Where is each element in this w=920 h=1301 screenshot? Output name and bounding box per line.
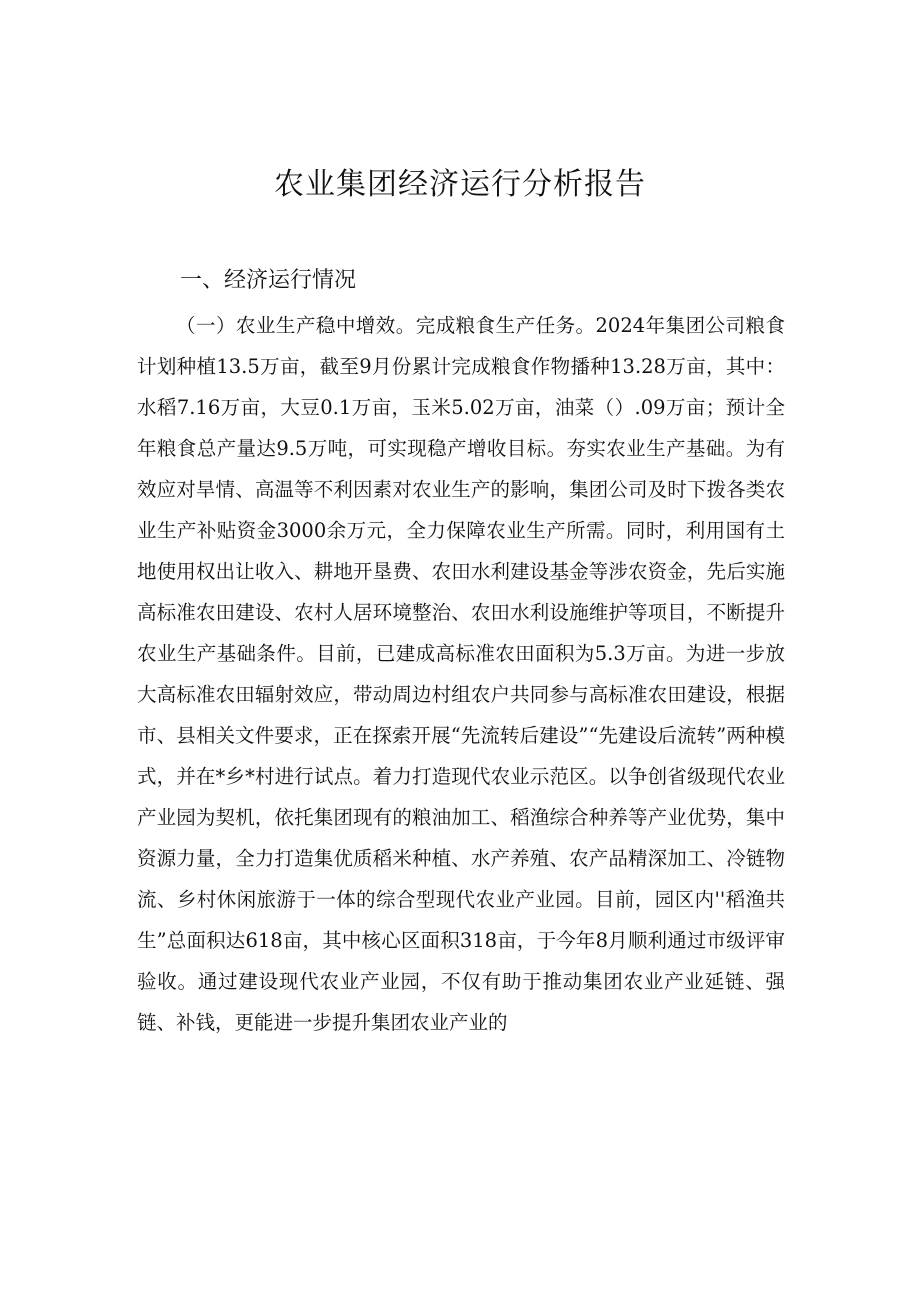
section-heading: 一、经济运行情况 — [180, 268, 357, 293]
page-title: 农业集团经济运行分析报告 — [274, 167, 646, 202]
body-paragraph: （一）农业生产稳中增效。完成粮食生产任务。2024年集团公司粮食计划种植13.5万亩，截至9月份累计完成粮食作物播种13.28万亩，其中：水稻7.16万亩，大豆0.1万亩，玉米5.02万亩，油菜（）.09万亩；预计全年粮食总产量达9.5万吨，可实现稳产增收目标。夯实农业生产基础。为有效应对旱情、高温等不利因素对农业生产的影响，集团公司及时下拨各类农业生产补贴资金3000余万元，全力保障农业生产所需。同时，利用国有土地使用权出让收入、耕地开垦费、农田水利建设基金等涉农资金，先后实施高标准农田建设、农村人居环境整治、农田水利设施维护等项目，不断提升农业生产基础条件。目前，已建成高标准农田面积为5.3万亩。为进一步放大高标准农田辐射效应，带动周边村组农户共同参与高标准农田建设，根据市、县相关文件要求，正在探索开展“先流转后建设”“先建设后流转”两种模式，并在*乡*村进行试点。着力打造现代农业示范区。以争创省级现代农业产业园为契机，依托集团现有的粮油加工、稻渔综合种养等产业优势，集中资源力量，全力打造集优质稻米种植、水产养殖、农产品精深加工、冷链物流、乡村休闲旅游于一体的综合型现代农业产业园。目前，园区内''稻渔共生”总面积达618亩，其中核心区面积318亩，于今年8月顺利通过市级评审验收。通过建设现代农业产业园，不仅有助于推动集团农业产业延链、强链、补钱，更能进一步提升集团农业产业的 — [137, 314, 785, 1034]
